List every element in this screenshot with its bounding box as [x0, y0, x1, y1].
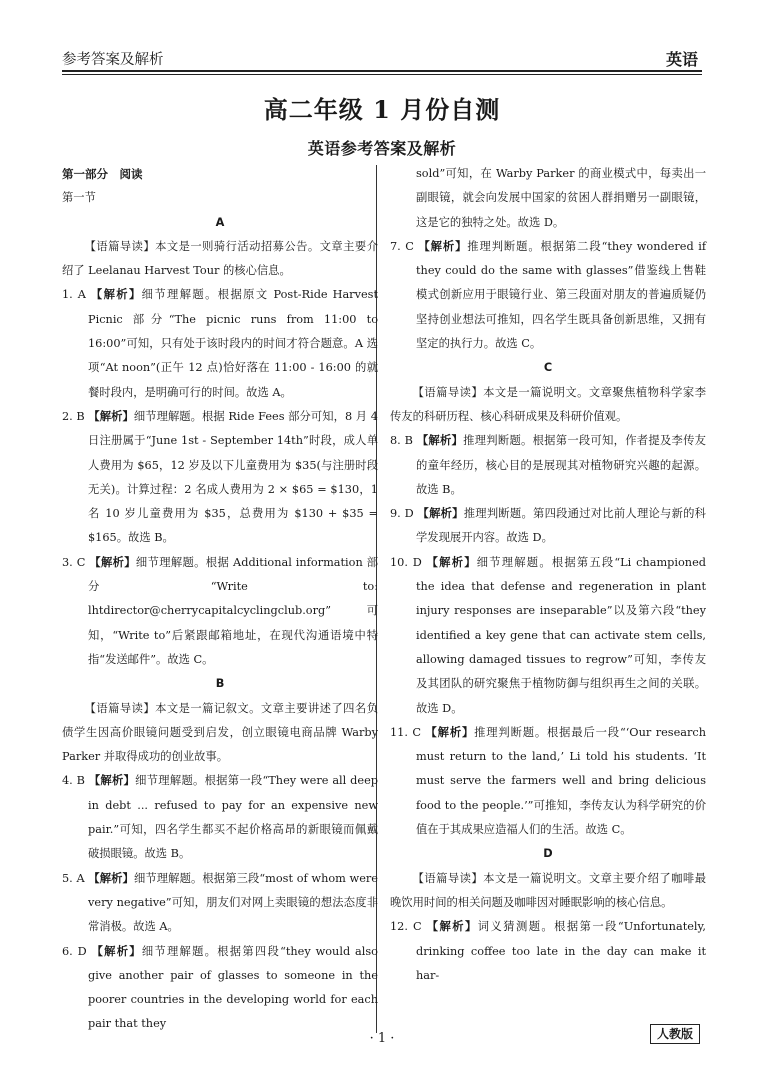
answer-item-5 — [62, 867, 378, 940]
answer-number: 12. C — [390, 920, 422, 934]
answer-text: 细节理解题。根据 Additional information 部分“Write to: lhtdirector@cherrycapitalcyclingclub.org”可知，“Write to”后紧跟邮箱地址，在现代沟通语境中特指“发送邮件”。故选 C。 — [88, 555, 378, 666]
answer-item-3 — [62, 551, 378, 672]
answer-item-6 — [62, 940, 378, 1037]
answer-text: 推理判断题。根据最后一段“‘Our research must return to the land,’ Li told his students. ‘It must serve the farmers well and bring delicious food to the people.’”可推知，李传友认为科学研究的价值在于其成果应造福人们的生活。故选 C。 — [416, 725, 706, 837]
answer-text: 推理判断题。第四段通过对比前人理论与新的科学发现展开内容。故选 D。 — [416, 507, 706, 545]
running-header — [0, 40, 764, 72]
answer-item-1 — [62, 283, 378, 404]
passage-c-intro: 【语篇导读】本文是一篇说明文。文章聚焦植物科学家李传友的科研历程、核心科研成果及科研价值观。 — [390, 385, 706, 423]
analysis-tag: 【解析】 — [91, 944, 142, 958]
header-rule-thick — [62, 70, 702, 72]
answer-item-10 — [390, 551, 706, 721]
answer-item-2 — [62, 405, 378, 551]
passage-a-intro: 【语篇导读】本文是一则骑行活动招募公告。文章主要介绍了 Leelanau Harvest Tour 的核心信息。 — [62, 239, 378, 278]
passage-b-heading: B — [215, 677, 225, 691]
analysis-tag: 【解析】 — [425, 725, 475, 739]
answer-text: 细节理解题。根据第四段“they would also give another pair of glasses to someone in the poorer countries in the developing world for each pair that they — [88, 944, 378, 1031]
answer-number: 7. C — [390, 239, 414, 253]
right-column — [390, 162, 706, 988]
analysis-tag: 【解析】 — [416, 434, 464, 448]
analysis-tag: 【解析】 — [426, 555, 477, 569]
analysis-tag: 【解析】 — [88, 774, 136, 788]
analysis-tag: 【解析】 — [418, 239, 468, 253]
answer-item-9 — [390, 502, 706, 551]
answer-text: 细节理解题。根据第五段“Li championed the idea that defense and regeneration in plant injury responses are inseparable”以及第六段“they identified a key gene that can activate stem cells, allowing damaged tissues to regrow”可知，李传友及其团队的研究聚焦于植物防御与组织再生之间的关联。故选 D。 — [416, 555, 706, 715]
answer-item-8 — [390, 429, 706, 502]
answer-number: 5. A — [62, 871, 85, 885]
passage-d-heading: D — [543, 847, 553, 861]
header-rule-thin — [62, 74, 702, 75]
passage-a-heading: A — [215, 215, 225, 229]
answer-item-7 — [390, 235, 706, 356]
answer-item-6-continued: sold”可知，在 Warby Parker 的商业模式中，每卖出一副眼镜，就会向发展中国家的贫困人群捐赠另一副眼镜，这是它的独特之处。故选 D。 — [416, 167, 706, 229]
answer-number: 10. D — [390, 555, 422, 569]
answer-text: 细节理解题。根据第三段“most of whom were very negative”可知，朋友们对网上卖眼镜的想法态度非常消极。故选 A。 — [88, 871, 378, 934]
page-subtitle: 英语参考答案及解析 — [307, 139, 457, 158]
answer-text: 细节理解题。根据第一段“They were all deep in debt ... refused to pay for an expensive new pair.”可知，四名学生都买不起价格高昂的新眼镜而佩戴破损眼镜。故选 B。 — [88, 774, 378, 861]
analysis-tag: 【解析】 — [88, 409, 134, 423]
part-heading: 第一部分 阅读 — [62, 167, 143, 181]
header-left-label: 参考答案及解析 — [62, 52, 164, 68]
answer-number: 6. D — [62, 944, 87, 958]
passage-d-intro: 【语篇导读】本文是一篇说明文。文章主要介绍了咖啡最晚饮用时间的相关问题及咖啡因对睡眠影响的核心信息。 — [390, 871, 706, 909]
passage-b-intro: 【语篇导读】本文是一篇记叙文。文章主要讲述了四名负债学生因高价眼镜问题受到启发，创立眼镜电商品牌 Warby Parker 并取得成功的创业故事。 — [62, 701, 378, 764]
answer-item-4 — [62, 769, 378, 866]
answer-text: 推理判断题。根据第一段可知，作者提及李传友的童年经历，核心目的是展现其对植物研究兴趣的起源。故选 B。 — [416, 434, 706, 496]
section-heading: 第一节 — [62, 191, 96, 205]
answer-number: 1. A — [62, 288, 86, 302]
answer-number: 9. D — [390, 507, 414, 521]
answer-item-11 — [390, 721, 706, 842]
answer-text: 细节理解题。根据原文 Post-Ride Harvest Picnic 部分“The picnic runs from 11:00 to 16:00”可知，只有处于该时段内的时间才符合题意。A 选项“At noon”(正午 12 点)恰好落在 11:00 - 16:00 的就餐时段内，是明确可行的时间。故选 A。 — [88, 288, 378, 399]
page-number: · 1 · — [369, 1031, 395, 1046]
analysis-tag: 【解析】 — [426, 920, 478, 934]
answer-text: 细节理解题。根据 Ride Fees 部分可知，8 月 4 日注册属于“June 1st - September 14th”时段，成人单人费用为 $65，12 岁及以下儿童费用为 $35(与注册时段无关)。计算过程：2 名成人费用为 2 × $65 = $130，1 名 10 岁儿童费用为 $35，总费用为 $130 + $35 = $165。故选 B。 — [88, 409, 378, 545]
analysis-tag: 【解析】 — [88, 871, 134, 885]
header-subject-label: 英语 — [665, 50, 698, 69]
answer-text: 推理判断题。根据第二段“they wondered if they could do the same with glasses”借鉴线上售鞋模式创新应用于眼镜行业、第三段面对朋友的普遍质疑仍坚持创业想法可推知，四名学生既具备创新思维，又拥有坚定的执行力。故选 C。 — [416, 239, 707, 351]
answer-number: 2. B — [62, 409, 85, 423]
answer-number: 8. B — [390, 434, 413, 448]
passage-c-heading: C — [543, 361, 553, 375]
page-title: 高二年级 1 月份自测 — [263, 95, 501, 124]
answer-number: 11. C — [390, 725, 422, 739]
analysis-tag: 【解析】 — [417, 507, 464, 521]
answer-number: 3. C — [62, 555, 86, 569]
answer-number: 4. B — [62, 774, 85, 788]
analysis-tag: 【解析】 — [89, 555, 136, 569]
analysis-tag: 【解析】 — [90, 288, 142, 302]
left-column — [62, 162, 378, 1037]
edition-badge: 人教版 — [650, 1024, 700, 1044]
answer-text: 词义猜测题。根据第一段“Unfortunately, drinking coffee too late in the day can make it har- — [416, 920, 707, 982]
answer-item-12 — [390, 915, 706, 988]
